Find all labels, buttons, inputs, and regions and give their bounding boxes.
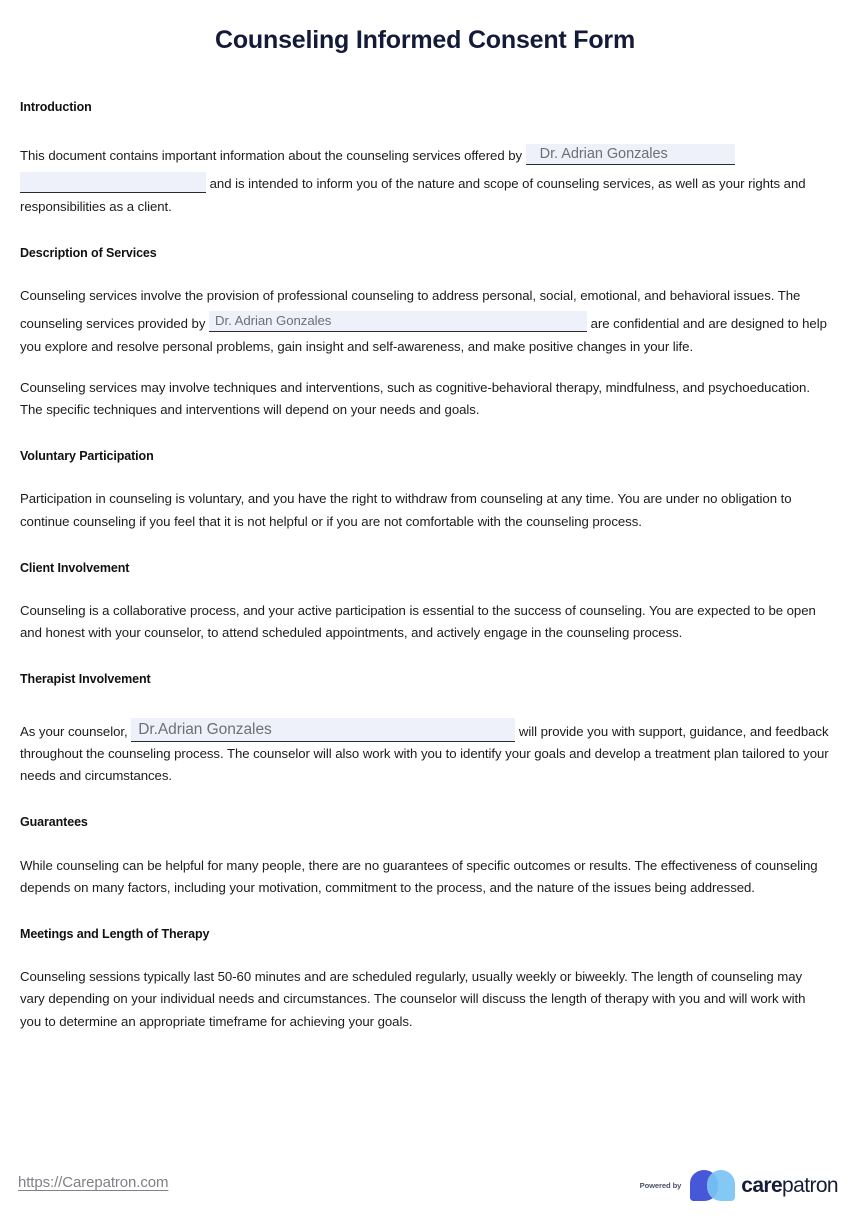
carepatron-url-link[interactable]: https://Carepatron.com [18, 1174, 169, 1191]
carepatron-mark-icon [690, 1170, 735, 1201]
heading-guarantees: Guarantees [20, 815, 88, 830]
heading-description-of-services: Description of Services [20, 245, 157, 260]
intro-text-after-field: and is intended to inform you of the nature and scope of counseling services, as well as your rights and responsibilities as a client. [20, 176, 806, 214]
services-text-before-field: Counseling services involve the provision of professional counseling to address personal, social, emotional, and behavioral issues. The counseling services provided by [20, 288, 801, 332]
carepatron-logo [690, 1170, 838, 1201]
section-guarantees [20, 814, 830, 899]
heading-client-involvement: Client Involvement [20, 560, 130, 575]
section-introduction [20, 99, 830, 218]
counselor-name-field-introduction-continuation[interactable] [20, 172, 206, 193]
powered-by-label: Powered by [639, 1180, 682, 1190]
paragraph-introduction [20, 139, 830, 218]
wordmark-care: care [741, 1173, 783, 1197]
section-meetings-and-length-of-therapy [20, 926, 830, 1033]
logo-blob-right-icon [707, 1170, 735, 1201]
intro-text-before-field: This document contains important information about the counseling services offered by [20, 148, 523, 164]
therapist-text-after-field: will provide you with support, guidance, and feedback throughout the counseling process. The counselor will also work with you to identify your goals and develop a treatment plan tailored to your needs and circumstances. [20, 723, 829, 784]
paragraph-description-of-services [20, 285, 830, 358]
paragraph-guarantees: While counseling can be helpful for many people, there are no guarantees of specific outcomes or results. The effectiveness of counseling depends on many factors, including your motivation, commitment to the process, and the nature of the issues being addressed. [20, 857, 818, 895]
counselor-name-field-introduction[interactable]: Dr. Adrian Gonzales [526, 144, 735, 165]
counselor-name-field-therapist[interactable]: Dr.Adrian Gonzales [131, 718, 515, 742]
paragraph-client-involvement: Counseling is a collaborative process, and your active participation is essential to the success of counseling. You are expected to be open and honest with your counselor, to attend scheduled appointments, and actively engage in the counseling process. [20, 603, 816, 641]
paragraph-therapist-involvement [20, 712, 830, 788]
powered-by-carepatron-badge [640, 1170, 838, 1201]
wordmark-patron: patron [782, 1173, 838, 1197]
carepatron-wordmark [741, 1174, 838, 1198]
paragraph-techniques: Counseling services may involve techniques and interventions, such as cognitive-behavioral therapy, mindfulness, and psychoeducation. The specific techniques and interventions will depend on your needs and goals. [20, 379, 810, 417]
paragraph-meetings-and-length-of-therapy: Counseling sessions typically last 50-60 minutes and are scheduled regularly, usually weekly or biweekly. The length of counseling may vary depending on your individual needs and circumstances. The counselor will discuss the length of therapy with you and will work with you to determine an appropriate timeframe for achieving your goals. [20, 969, 806, 1029]
section-client-involvement [20, 560, 830, 645]
heading-meetings-and-length-of-therapy: Meetings and Length of Therapy [20, 926, 210, 941]
page-footer [0, 1158, 850, 1230]
heading-therapist-involvement: Therapist Involvement [20, 672, 151, 687]
section-therapist-involvement [20, 671, 830, 787]
section-description-of-services [20, 245, 830, 421]
therapist-text-before-field: As your counselor, [20, 723, 128, 739]
paragraph-voluntary-participation: Participation in counseling is voluntary, and you have the right to withdraw from counseling at any time. You are under no obligation to continue counseling if you feel that it is not helpful or if you are not comfortable with the counseling process. [20, 491, 792, 529]
heading-introduction: Introduction [20, 100, 92, 114]
section-voluntary-participation [20, 448, 830, 533]
page-title: Counseling Informed Consent Form [215, 26, 635, 54]
counselor-name-field-services[interactable]: Dr. Adrian Gonzales [209, 311, 587, 332]
document-body [0, 99, 850, 1033]
services-text-after-field: are confidential and are designed to help you explore and resolve personal problems, gain insight and self-awareness, and make positive changes in your life. [20, 316, 827, 354]
heading-voluntary-participation: Voluntary Participation [20, 449, 154, 464]
